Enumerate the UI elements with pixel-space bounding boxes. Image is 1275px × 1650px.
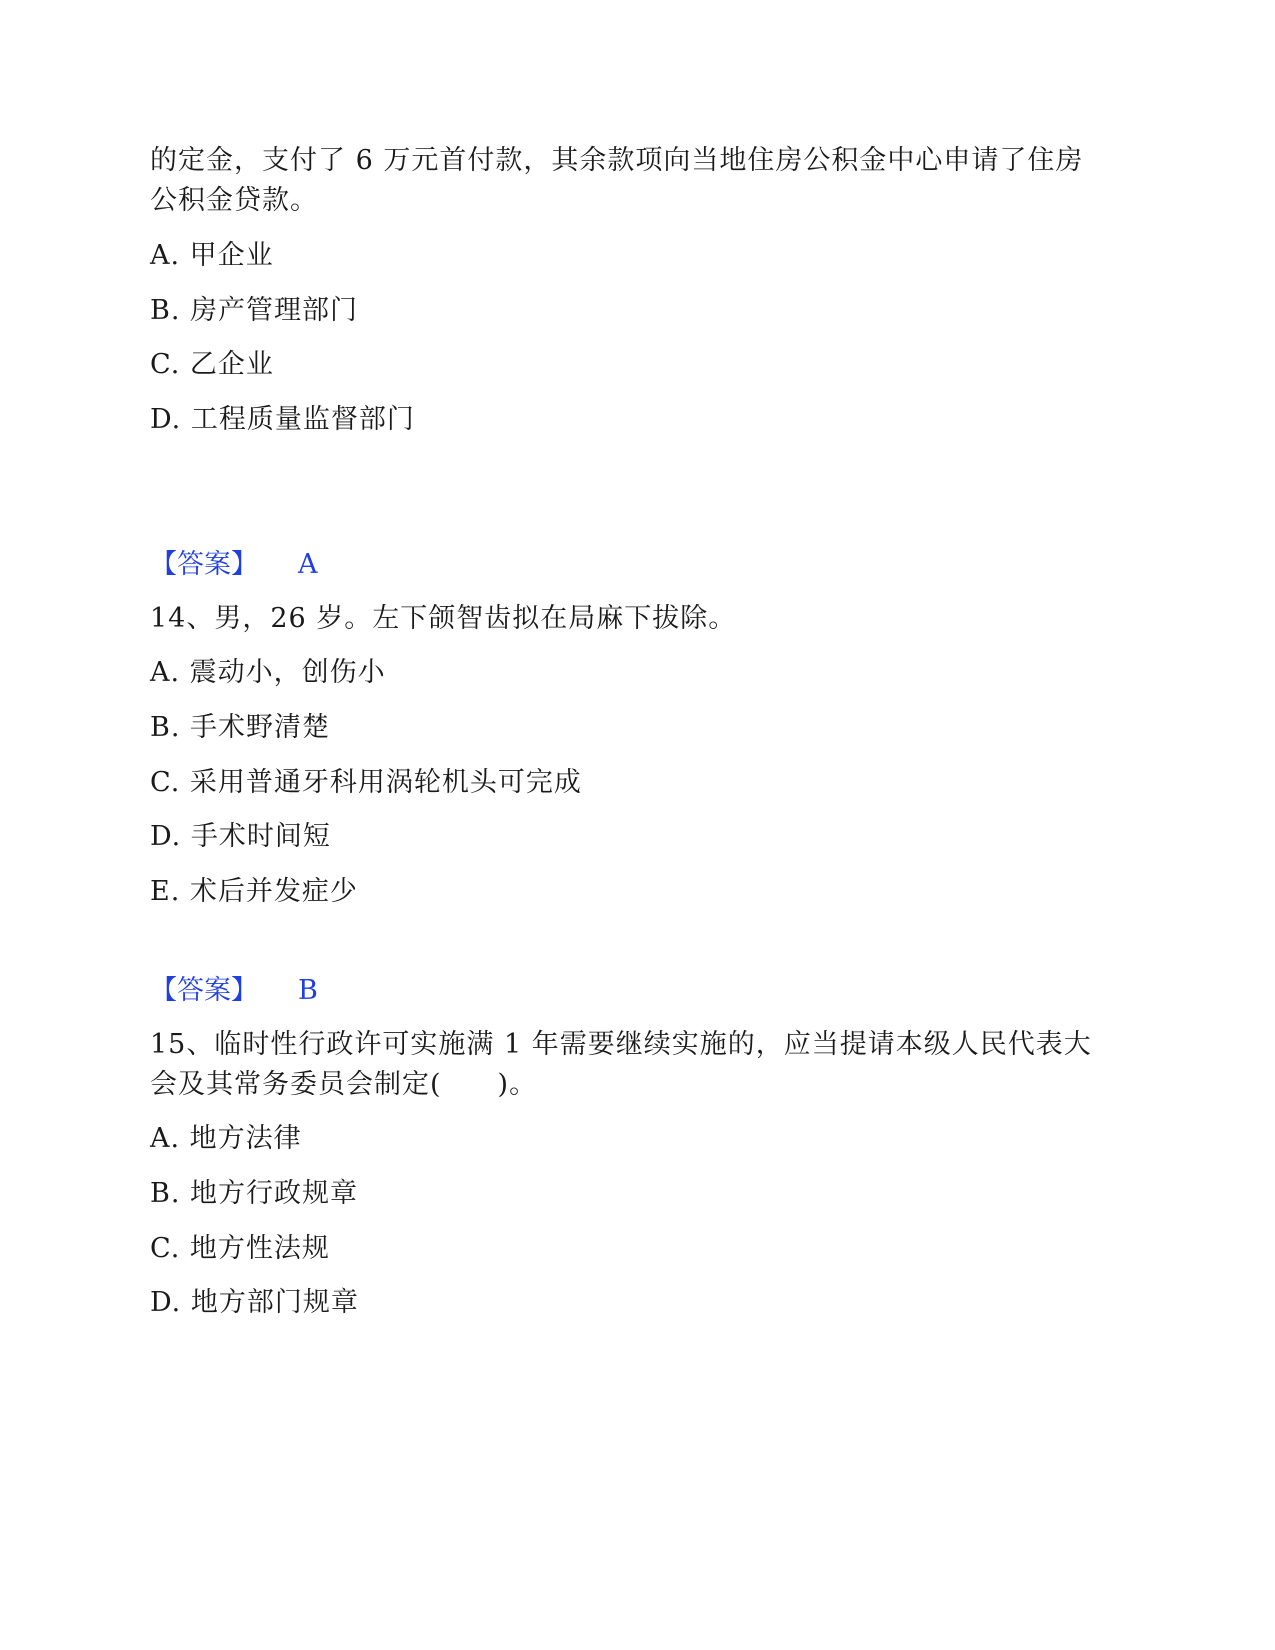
q14-option-e: E. 术后并发症少 <box>150 876 358 907</box>
q13-stem-line2: 公积金贷款。 <box>150 185 318 216</box>
q14-stem: 14、男，26 岁。左下颌智齿拟在局麻下拔除。 <box>150 603 737 634</box>
q14-option-d: D. 手术时间短 <box>150 821 331 852</box>
q14-option-a: A. 震动小，创伤小 <box>150 657 386 688</box>
q14-option-c: C. 采用普通牙科用涡轮机头可完成 <box>150 767 582 798</box>
q15-option-d: D. 地方部门规章 <box>150 1287 359 1318</box>
q13-stem-line1: 的定金，支付了 6 万元首付款，其余款项向当地住房公积金中心申请了住房 <box>150 145 1084 176</box>
answer-value: A <box>298 549 318 580</box>
q14-answer <box>150 971 318 1011</box>
answer-value: B <box>298 975 318 1006</box>
answer-label: 【答案】 <box>150 975 258 1006</box>
q14-option-b: B. 手术野清楚 <box>150 712 331 743</box>
q13-option-b: B. 房产管理部门 <box>150 295 359 326</box>
q15-stem-line1: 15、临时性行政许可实施满 1 年需要继续实施的，应当提请本级人民代表大 <box>150 1029 1092 1060</box>
q13-option-a: A. 甲企业 <box>150 240 274 271</box>
q15-stem-line2: 会及其常务委员会制定( )。 <box>150 1069 538 1100</box>
q15-option-b: B. 地方行政规章 <box>150 1178 359 1209</box>
q13-answer <box>150 545 318 585</box>
q15-option-c: C. 地方性法规 <box>150 1233 330 1264</box>
q13-option-c: C. 乙企业 <box>150 349 274 380</box>
answer-label: 【答案】 <box>150 549 258 580</box>
q13-option-d: D. 工程质量监督部门 <box>150 404 415 435</box>
q15-option-a: A. 地方法律 <box>150 1123 302 1154</box>
